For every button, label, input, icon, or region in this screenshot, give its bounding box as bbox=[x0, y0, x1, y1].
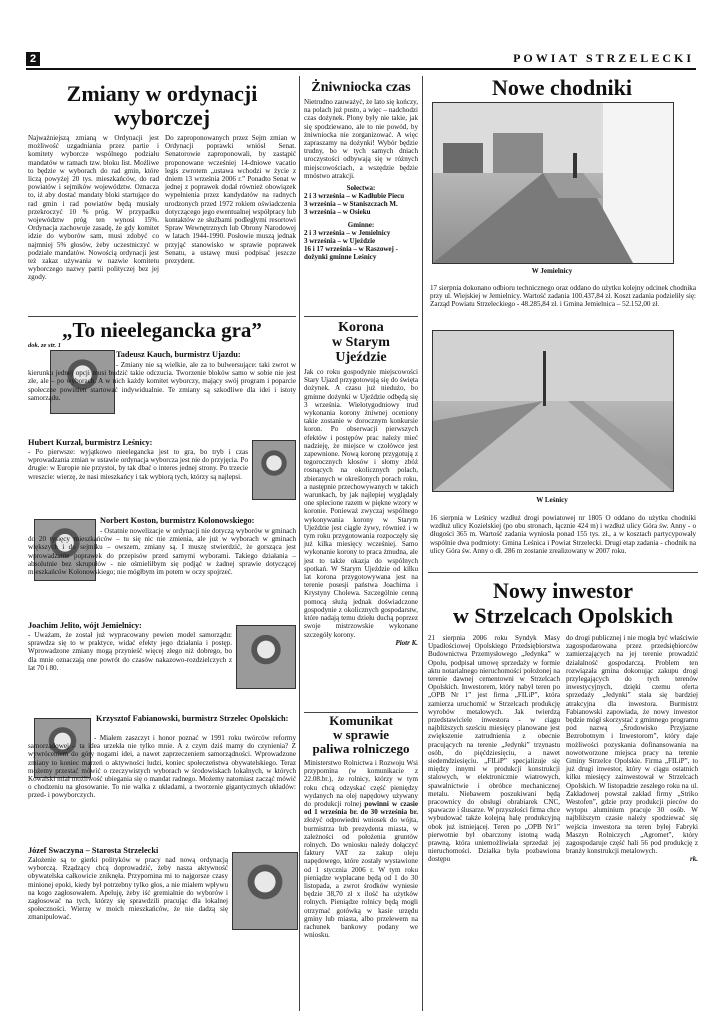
street-photo-drawing bbox=[433, 103, 673, 263]
header-rule bbox=[26, 68, 696, 70]
list-item: 2 i 3 września – w Kadłubie Piecu bbox=[304, 192, 405, 201]
person-name: Joachim Jelito, wójt Jemielnicy: bbox=[28, 621, 142, 630]
list-item: 2 i 3 września – w Jemielnicy bbox=[304, 228, 391, 237]
street-photo-drawing bbox=[433, 331, 673, 491]
solectwa-label: Sołectwa: bbox=[346, 184, 376, 193]
quote-entry bbox=[28, 846, 228, 922]
article-zniwniocka bbox=[304, 80, 418, 261]
photo-caption: W Leśnicy bbox=[536, 496, 568, 504]
portrait-photo bbox=[236, 625, 296, 689]
quote-text: Założenie są te gierki polityków w pracy nad nową ordynacją wyborczą. Rządzący chcą doprowadzić, żeby nasza aktywność obywatelska całkowicie zniknęła. Przypomina mi to najgorsze czasy minionej epoki, kiedy był potrzebny tylko głos, a nie miałem wpływu na kogo zagłosowałem. Apeluję, żeby iść gremialnie do wyborów i zagłosować na tych, którzy się sprawdzili pracując dla lokalnej społeczności. Wierzę w moich mieszkańców, że nie dadzą się zmanipulować. bbox=[28, 856, 228, 922]
title-line: Komunikat bbox=[329, 713, 393, 728]
article-zmiany bbox=[28, 82, 296, 282]
quote-text: - Po pierwsze: wyjątkowo nieelegancka jest to gra, bo tryb i czas wprowadzania zmian w ustawie ordynacja wyborcza jest nie do przyjęcia. Po drugie: w Europie nie przystoi, by tak dbać o interes jednej strony. Po trzecie wreszcie: wierzę, że nasi mieszkańcy i tak wybiorą tych, którzy są najlepsi. bbox=[28, 448, 248, 481]
article-title bbox=[428, 578, 698, 628]
article-inwestor bbox=[428, 578, 698, 628]
title-line: Nowy inwestor bbox=[493, 578, 633, 603]
article-title bbox=[28, 82, 296, 130]
person-name: Tadeusz Kauch, burmistrz Ujazdu: bbox=[116, 350, 241, 359]
portrait-photo bbox=[252, 440, 296, 500]
article-text: Jak co roku gospodynie miejscowości Stary Ujazd przygotowują się do święta dożynek. A czasu już niedużo, bo gminne dożynki w Ujeździe odbędą się 3 września. Wielotygodniowy trud wykonania korony żniwnej oceniony takie zostanie w dorocznym konkursie koron. Po obserwacji pierwszych efektów i postępów prac należy mieć nadzieję, że miejsce w czołówce jest zapewnione. Nową koronę przygotują z tegorocznych kłosów i słomy zbóż rosnących na okolicznych polach, zbieranych w określonych porach roku, a następnie przechowywanych w takich warunkach, by jak najlepiej wyglądały one splecione razem w piękne wzory w koronie. Ponieważ zwyczaj wspólnego wykonywania korony w Starym Ujeździe jest ciągle żywy, również i w tym roku przygotowania rozpoczęły się już kilka miesięcy wcześniej. Samo wykonanie korony to praca żmudna, ale jest to także okazja do wspólnych spotkań. W Starym Ujeździe od kilku lat korona przygotowywana jest na terenie posesji państwa Joachima i Krystyny Cholewa. Szczególnie cenną pomocą służą jednak doświadczone gospodynie z okolicznych gospodarstw, które nadają temu dziełu duchą poprzez swoje mistrzowskie wykonane szczegóły korony. bbox=[304, 368, 418, 639]
text-part: Ministerstwo Rolnictwa i Rozwoju Wsi przypomina (w komunikacie z 22.08.br.), że rolnicy, którzy w tym roku chcą odzyskać część pieniędzy wydanych na olej napędowy używany do produkcji rolnej bbox=[304, 759, 418, 809]
column-divider bbox=[299, 76, 300, 1011]
newspaper-title: POWIAT STRZELECKI bbox=[513, 51, 694, 65]
article-text: do drogi publicznej i nie mogła być właściwie zagospodarowana przez przedsiębiorców zamierzających na jej terenie prowadzić działalność gospodarczą. Problem ten rozwiązała gmina dokonując zakupu drogi przylegających do tych terenów inwestycyjnych, dzięki czemu oferta sprzedaży „Jedynki” stała się bardziej atrakcyjna dla inwestora. Burmistrz Fabianowski zapowiada, że nowy inwestor będzie mógł skorzystać z gminnego programu pod nazwą „Środowisko Przyjazne Bezrobotnym i Inwestorom”, który daje możliwości pozyskania dofinansowania na nowotworzone miejsca pracy na terenie Gminy Strzelce Opolskie. Firma „FILiP”, to już drugi inwestor, który w ciągu ostatnich kilku miesięcy zainwestował w Strzelcach Opolskich. W listopadzie zeszłego roku na ul. Zakładowej powstał zakład firmy „Striko Westofen”, gdzie przy produkcji pieców do wytopu aluminium pracuje 30 osób. W najbliższym czasie należy spodziewać się wejścia inwestora na teren byłej Fabryki Maszyn Rolniczych „Agromet”, który zagospodaruje część hali 56 pod produkcję z branży konstrukcji metalowych. bbox=[566, 634, 698, 856]
article-title: Nowe chodniki bbox=[492, 75, 632, 100]
person-name: Hubert Kurzał, burmistrz Leśnicy: bbox=[28, 438, 153, 447]
list-item: 3 września – w Osieku bbox=[304, 208, 371, 217]
text-part: złożyć odpowiedni wniosek do wójta, burmistrza lub prezydenta miasta, w zależności od położenia gruntów rolnych. Do wniosku należy dołączyć faktury VAT za zakup oleju napędowego, które zostały wystawione od 1 stycznia 2006 r. W tym roku pieniądze wypłacane będą od 1 do 30 listopada, a zwrot środków wyniesie będzie 38,70 zł x ilość ha użytków rolnych. Pieniądze rolnicy będą mogli otrzymać gotówką w kasie urzędu gminy lub miasta, albo przelewem na rachunek bankowy podany we wniosku. bbox=[304, 816, 418, 940]
section-rule bbox=[304, 316, 418, 317]
person-name: Józef Swaczyna – Starosta Strzelecki bbox=[28, 846, 159, 855]
article-text bbox=[304, 759, 418, 939]
inwestor-columns bbox=[428, 634, 698, 864]
quote-text: - Zmiany nie są wielkie, ale za to bulwersujące: taki zwrot w kierunku jednej opcji musi budzić takie odczucia. Tworzenie bloków samo w sobie nie jest złe, ale – po wyborach. A w nich każdy komitet wyborczy, mający swój program i poparcie społeczne powinien startować indywidualnie. Te zmiany są szkodliwe dla idei i istoty samorządu. bbox=[28, 361, 296, 402]
solectwa-list bbox=[304, 192, 418, 217]
title-line: wyborczej bbox=[113, 105, 211, 130]
title-line: Korona bbox=[338, 320, 384, 335]
person-name: Norbert Koston, burmistrz Kolonowskiego: bbox=[100, 516, 255, 525]
title-line: w Strzelcach Opolskich bbox=[453, 603, 673, 628]
article-gra bbox=[28, 318, 296, 349]
article-author: rk. bbox=[690, 855, 698, 864]
article-text: Do zaproponowanych przez Sejm zmian w Ordynacji poprawki wniósł Senat. Senatorowie zaproponowali, by zastąpić proponowane wcześniej 14-dniowe vacatio legis zwrotem „ustawa wchodzi w życie z dniem 13 września 2006 r.” Ponadto Senat w jednej z poprawek dodał również obowiązek wypełnienia przez kandydatów na radnych urodzonych przed 1972 rokiem oświadczenia dotyczącego jego ewentualnej współpracy lub kontaktów ze służbami podległymi resortowi Spraw Wewnętrznych lub Obrony Narodowej w latach 1944-1990. Posłowie muszą jednak przyjąć stanowisko w sprawie poprawek Senatu, a ustawę musi podpisać jeszcze prezydent. bbox=[165, 134, 296, 266]
quote-text: - Ostatnie nowelizacje w ordynacji nie dotyczą wyborów w gminach do 20 tysięcy mieszkańców – tu się nic nie zmienia, ale już w wyborach w gminach większych i do sejmiku – owszem, zmiany są. I muszę stwierdzić, że gorsząca jest wprowadzanie poprawek do przepisów przed samymi wyborami. Takiego działania – absolutnie bez skrupułów - nie ośmieliłbym się podjąć w żadnej sprawie dotyczącej mieszkańców Kolonowskiego; nie mógłbym im potem w oczy spojrzeć. bbox=[28, 527, 296, 577]
article-text: 21 sierpnia 2006 roku Syndyk Masy Upadłościowej Opolskiego Przedsiębiorstwa Budownictwa Przemysłowego „Jedynka” w Opolu, podpisał umowę sprzedaży w formie aktu notarialnego nieruchomości położonej na terenie dawnej cementowni w Strzelcach Opolskich. Inwestorem, który nabył teren po „OPB Nr 1” jest firma „FILiP”, która zamierza uruchomić w Strzelcach produkcję wyrobów metalowych. Jak twierdzą przedstawiciele inwestora - w ciągu najbliższych sześciu miesięcy planowane jest zwiększenie zatrudnienia z obecnie pracujących na terenie „Jedynki” trzynastu osób, do pięćdziesięciu, a nawet siedemdziesięciu. „FILiP” specjalizuje się między innymi w produkcji konstrukcji stalowych, w elektronicznie wiatrowych, spawalnictwie i obróbce mechanicznej metalu. Niebawem poszukiwani będą pracownicy do obsługi obrabiarek CNC, spawacze i ślusarze. W przyszłości firma chce wybudować także kolejną halę produkcyjną obok już istniejącej. Teren po „OPB Nr1” pierwotnie był obarczony istotną wadą prawną, która uniemożliwiała sprzedaż jej nieruchomości. Działka była pozbawiona dostępu bbox=[428, 634, 560, 864]
quote-entry bbox=[28, 438, 248, 481]
article-source: dok. ze str. 1 bbox=[28, 342, 62, 349]
title-line: Zmiany w ordynacji bbox=[66, 81, 258, 106]
section-rule bbox=[428, 572, 698, 573]
gminne-list bbox=[304, 229, 418, 262]
list-item: 3 września – w Staniszczach M. bbox=[304, 200, 398, 209]
quote-entry bbox=[100, 516, 296, 526]
column-divider bbox=[422, 76, 423, 1011]
article-title: „To nieelegancka gra” bbox=[62, 318, 262, 342]
article-chodniki bbox=[428, 76, 696, 100]
list-item: 16 i 17 września – w Raszowej - dożynki gminne Leśnicy bbox=[304, 245, 398, 262]
section-rule bbox=[28, 316, 296, 317]
portrait-photo bbox=[232, 852, 298, 930]
page-number: 2 bbox=[26, 52, 40, 66]
article-text: Nietrudno zauważyć, że lato się kończy, na polach już pusto, a więc – nadchodzi czas dożynek. Plony były nie takie, jak się spodziewano, ale to nie powód, by żniwniocka nie zorganizować. A więc zapraszamy na dożynki! Wybór będzie trudny, bo w tych samych dniach uroczystości odbywają się w różnych miejscowościach, a wszędzie będzie mnóstwo atrakcji. bbox=[304, 98, 418, 180]
text-emphasis: powinni w czasie od 1 września br. do 30 września br. bbox=[304, 800, 419, 817]
article-title bbox=[304, 714, 418, 756]
quote-entry bbox=[96, 714, 296, 724]
article-title bbox=[304, 320, 418, 365]
article-text: Najważniejszą zmianą w Ordynacji jest możliwość uzgadniania przez partie i komitety wyborcze wspólnego podziału mandatów w ramach tzw. bloku list. Możliwe to będzie w wyborach do rad gmin, które liczą powyżej 20 tys. mieszkańców, do rad powiatów i sejmików województw. Oznacza to, iż aby dostać mandaty bloki startujące do rad gmin i rad powiatów będą musiały przekroczyć 10 % próg. W przypadku województw próg ten wynosi 15%. Ordynacja zachowuje zasadę, że gdy komitet idzie do wyborów sam, musi zdobyć co najmniej 5% głosów, żeby uczestniczyć w podziale mandatów. Nowością ordynacji jest też zakaz używania w nazwie komitetu wyborczego nazwy partii polityczej bez jej zgody. bbox=[28, 134, 159, 282]
street-photo bbox=[432, 102, 674, 264]
article-text: 17 sierpnia dokonano odbioru technicznego oraz oddano do użytku kolejny odcinek chodnika przy ul. Wiejskiej w Jemielnicy. Wartość zadania 100.437,84 zł. Koszt zadania podzieliły się: Zarząd Powiatu Strzeleckiego - 48.285,84 zł. i Gmina Jemielnica – 52.152,00 zł. bbox=[430, 284, 696, 309]
article-komunikat bbox=[304, 714, 418, 939]
list-item: 3 września – w Ujeździe bbox=[304, 236, 376, 245]
quote-entry bbox=[28, 621, 232, 672]
title-line: Ujeździe bbox=[335, 350, 387, 365]
person-name: Krzysztof Fabianowski, burmistrz Strzelec Opolskich: bbox=[96, 714, 289, 723]
photo-caption: W Jemielnicy bbox=[531, 267, 573, 275]
title-line: w sprawie bbox=[333, 727, 389, 742]
quote-text: - Uważam, że został już wypracowany pewien model samorządu: sprawdza się to w praktyce, widać efekty jego działania i postęp. Wprowadzone zmiany mogą przynieść więcej złego niż dobrego, bo dla mnie oznaczają one powrót do czasów nakazowo-rozdzielczych z lat 70 i 80. bbox=[28, 631, 232, 672]
quote-entry bbox=[116, 350, 296, 360]
article-author: Piotr K. bbox=[395, 638, 418, 647]
title-line: paliwa rolniczego bbox=[312, 741, 410, 756]
street-photo bbox=[432, 330, 674, 492]
article-text: 16 sierpnia w Leśnicy wzdłuż drogi powiatowej nr 1805 O oddano do użytku chodniki wzdłuż ulicy Kozielskiej (po obu stronach, łącznie 424 m) i wzdłuż ulicy Góra św. Anny - o długości 365 m. Wartość zadania wyniosła ponad 155 tys. zł., a w kosztach partycypowały wspólnie dwa podmioty: Gmina Leśnica i Powiat Strzelecki. Drugi etap zadania - chodnik na ulicy Góra św. Anny o dł. 286 m zostanie zrealizowany w 2007 roku. bbox=[430, 514, 696, 555]
quote-text: - Miałem zaszczyt i honor poznać w 1991 roku twórców reformy samorządowej – ta idea urzekła nie tylko mnie. A z czym dziś mamy do czynienia? Z wywróceniem do góry nogami idei, a nawet zaprzeczeniem samorządności. Wprowadzone zmiany to koniec marzeń o aktywności ludzi, koniec społeczeństwa obywatelskiego. Teraz możemy przestać mówić o rzeczywistych wyborach w środowiskach lokalnych, w których Kowalski miał możliwość ubiegania się o mandat radnego. Możemy natomiast zacząć mówić o chodzeniu na głosowanie. To nie walka z układami, a tworzenie gigantycznych układów: przed- i powyborczych. bbox=[28, 734, 296, 800]
article-korona bbox=[304, 320, 418, 647]
article-title: Żniwniocka czas bbox=[311, 80, 411, 95]
title-line: w Starym bbox=[332, 335, 390, 350]
gminne-label: Gminne: bbox=[347, 220, 375, 229]
